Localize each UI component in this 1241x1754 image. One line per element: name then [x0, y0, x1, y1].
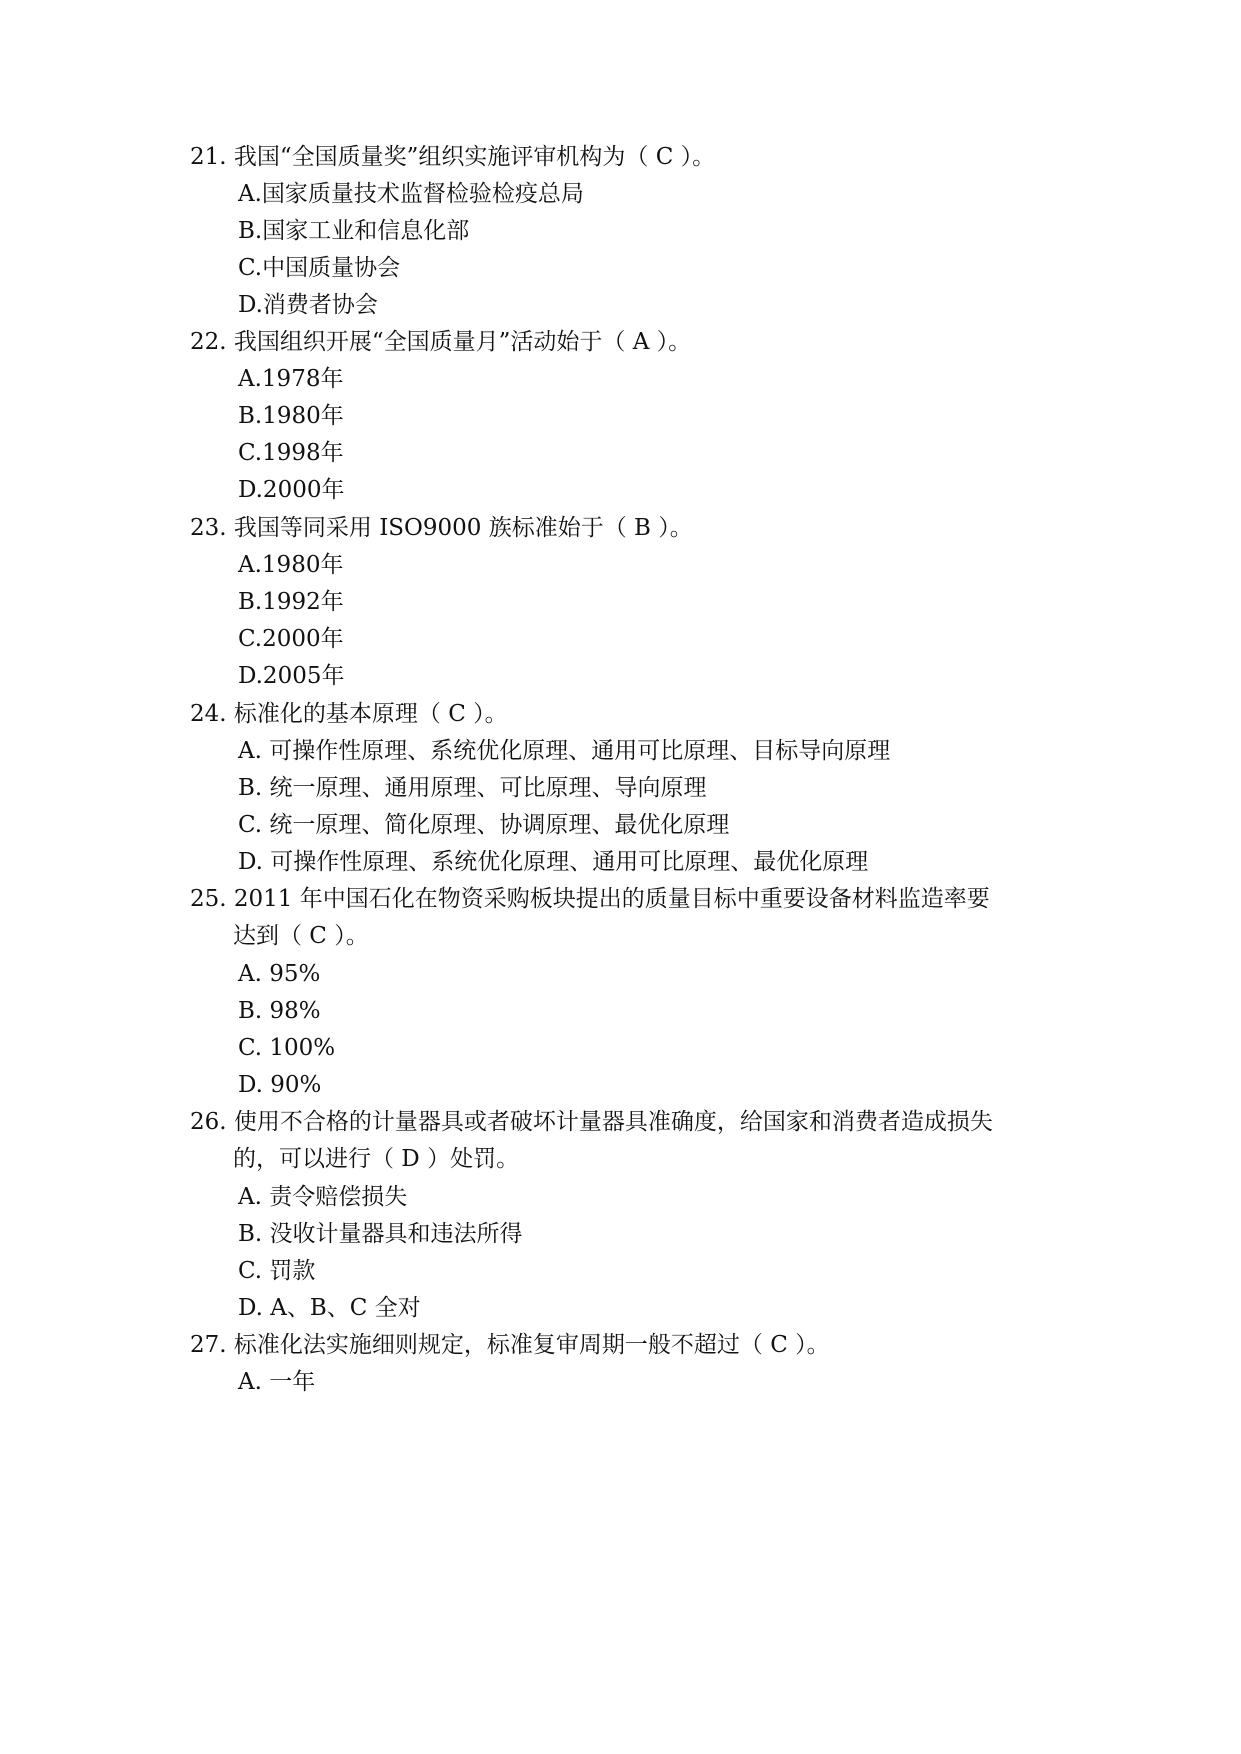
question-26-stem-continued: 的，可以进行（ D ）处罚。 [233, 1146, 520, 1172]
question-26-stem: 26. 使用不合格的计量器具或者破坏计量器具准确度，给国家和消费者造成损失 [190, 1109, 993, 1135]
question-21-option-a: A.国家质量技术监督检验检疫总局 [238, 181, 584, 207]
question-26-option-a: A. 责令赔偿损失 [238, 1184, 408, 1210]
question-24-option-a: A. 可操作性原理、系统优化原理、通用可比原理、目标导向原理 [238, 738, 891, 764]
question-23-option-b: B.1992年 [238, 589, 344, 615]
question-25-option-d: D. 90% [238, 1072, 322, 1098]
question-27-option-a: A. 一年 [238, 1369, 316, 1395]
question-22-stem: 22. 我国组织开展“全国质量月”活动始于（ A ）。 [190, 329, 692, 355]
question-25-option-c: C. 100% [238, 1035, 336, 1061]
question-23-stem: 23. 我国等同采用 ISO9000 族标准始于（ B ）。 [190, 515, 693, 541]
question-23-option-c: C.2000年 [238, 626, 344, 652]
question-22-option-a: A.1978年 [238, 366, 344, 392]
question-22-option-d: D.2000年 [238, 477, 345, 503]
question-24-option-c: C. 统一原理、简化原理、协调原理、最优化原理 [238, 812, 730, 838]
question-25-option-a: A. 95% [238, 961, 321, 987]
question-25-stem: 25. 2011 年中国石化在物资采购板块提出的质量目标中重要设备材料监造率要 [190, 886, 990, 912]
question-21-option-d: D.消费者协会 [238, 292, 378, 318]
question-25-option-b: B. 98% [238, 998, 321, 1024]
question-22-option-c: C.1998年 [238, 440, 344, 466]
question-21-option-b: B.国家工业和信息化部 [238, 218, 470, 244]
question-22-option-b: B.1980年 [238, 403, 344, 429]
question-25-stem-continued: 达到（ C ）。 [233, 923, 369, 949]
question-24-stem: 24. 标准化的基本原理（ C ）。 [190, 701, 508, 727]
question-21-option-c: C.中国质量协会 [238, 255, 401, 281]
question-24-option-b: B. 统一原理、通用原理、可比原理、导向原理 [238, 775, 707, 801]
question-23-option-d: D.2005年 [238, 663, 345, 689]
question-27-stem: 27. 标准化法实施细则规定，标准复审周期一般不超过（ C ）。 [190, 1332, 830, 1358]
question-26-option-d: D. A、B、C 全对 [238, 1295, 421, 1321]
question-23-option-a: A.1980年 [238, 552, 344, 578]
question-26-option-c: C. 罚款 [238, 1258, 316, 1284]
question-21-stem: 21. 我国“全国质量奖”组织实施评审机构为（ C ）。 [190, 144, 716, 170]
question-26-option-b: B. 没收计量器具和违法所得 [238, 1221, 523, 1247]
question-24-option-d: D. 可操作性原理、系统优化原理、通用可比原理、最优化原理 [238, 849, 869, 875]
